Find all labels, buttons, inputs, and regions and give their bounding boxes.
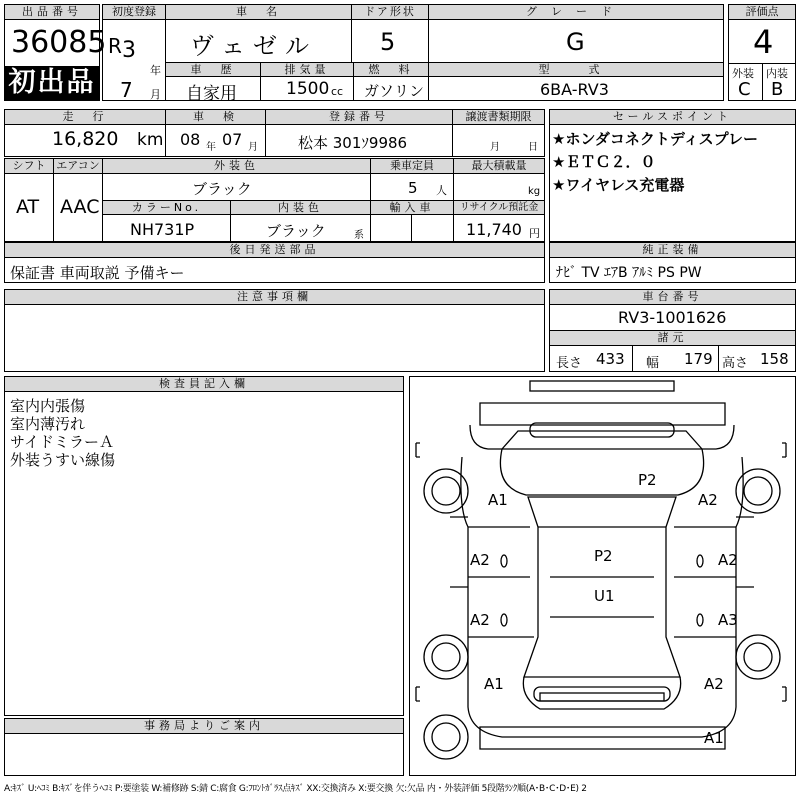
sales-point: ★ワイヤレス充電器 <box>552 176 685 194</box>
score-value: 4 <box>753 23 774 61</box>
door-value: 5 <box>380 28 396 56</box>
year-unit: 年 <box>150 64 161 77</box>
recycle-value: 11,740 <box>466 220 522 239</box>
lot-box <box>4 4 107 101</box>
era: R <box>108 34 122 58</box>
later-parts-label: 後日発送部品 <box>4 242 545 258</box>
inspector-label: 検査員記入欄 <box>4 376 404 392</box>
int-grade: B <box>771 79 784 100</box>
inspect-month-unit: 月 <box>248 142 258 153</box>
ext-grade: C <box>738 79 751 100</box>
width-value: 179 <box>684 350 713 368</box>
sales-point: ★ホンダコネクトディスプレー <box>552 130 759 148</box>
notes-label: 注意事項欄 <box>4 289 545 305</box>
shift-value: AT <box>16 196 40 218</box>
car-name: ヴェゼル <box>190 32 318 60</box>
score-label: 評価点 <box>728 4 796 20</box>
damage-mark: U1 <box>594 587 615 605</box>
grade-value: G <box>566 28 585 56</box>
disp-unit: cc <box>331 85 344 98</box>
damage-mark: A1 <box>488 491 508 509</box>
regno-label: 登録番号 <box>265 109 453 125</box>
shift-label: シフト <box>4 158 54 174</box>
model-label: 型 式 <box>428 62 724 77</box>
score-box <box>728 4 796 101</box>
damage-mark: A3 <box>718 611 738 629</box>
damage-diagram-frame <box>409 376 796 776</box>
grade-label: グレード <box>428 4 724 20</box>
ac-value: AAC <box>60 196 100 218</box>
recycle-unit: 円 <box>529 227 540 240</box>
mileage-label: 走 行 <box>4 109 166 125</box>
recycle-label: リサイクル預託金 <box>453 200 545 215</box>
disp-label: 排気量 <box>260 62 354 77</box>
int-color-label: 内装色 <box>230 200 371 215</box>
inspector-note: 室内薄汚れ <box>10 415 86 433</box>
damage-mark: A2 <box>698 491 718 509</box>
fuel-value: ガソリン <box>364 82 425 100</box>
ac-label: エアコン <box>53 158 103 174</box>
sales-label: セールスポイント <box>549 109 796 125</box>
length-value: 433 <box>596 350 625 368</box>
history-label: 車 歴 <box>165 62 261 77</box>
int-color-unit: 系 <box>354 230 364 241</box>
equipment-label: 純正装備 <box>549 242 796 258</box>
chassis-label: 車台番号 <box>549 289 796 305</box>
load-label: 最大積載量 <box>453 158 545 174</box>
reg-month: 7 <box>120 78 133 102</box>
first-listing-badge: 初出品 <box>5 66 99 100</box>
reg-year: 3 <box>122 38 136 63</box>
model-value: 6BA-RV3 <box>540 80 609 99</box>
inspect-year-unit: 年 <box>206 142 216 153</box>
inspector-note: 外装うすい線傷 <box>10 451 116 469</box>
height-label: 高さ <box>722 356 749 371</box>
damage-mark: P2 <box>638 471 657 489</box>
lot-label: 出品番号 <box>4 4 100 20</box>
inspect-month: 07 <box>222 130 243 149</box>
import-label: 輸入車 <box>370 200 454 215</box>
load-unit: kg <box>528 186 541 197</box>
damage-mark: A2 <box>470 611 490 629</box>
damage-mark: P2 <box>594 547 613 565</box>
color-no-label: カラーNo. <box>102 200 231 215</box>
disp-value: 1500 <box>286 79 330 99</box>
length-label: 長さ <box>556 356 583 371</box>
cap-label: 乗車定員 <box>370 158 454 174</box>
damage-mark: A1 <box>484 675 504 693</box>
dims-label: 諸元 <box>549 330 796 346</box>
door-label: ドア形状 <box>351 4 429 20</box>
transfer-day-unit: 日 <box>528 142 538 153</box>
color-no-value: NH731P <box>130 220 195 239</box>
sales-point: ★ＥＴＣ２．０ <box>552 153 656 171</box>
ext-color-label: 外装色 <box>102 158 371 174</box>
width-label: 幅 <box>646 356 660 371</box>
height-value: 158 <box>760 350 789 368</box>
mileage-unit: km <box>137 130 164 150</box>
cap-value: 5 <box>408 179 418 197</box>
car-damage-diagram <box>410 377 795 775</box>
legend-text: A:ｷｽﾞ U:ﾍｺﾐ B:ｷｽﾞを伴うﾍｺﾐ P:要塗装 W:補修跡 S:錆 C:腐食 G:ﾌﾛﾝﾄｶﾞﾗｽ点ｷｽﾞ XX:交換済み X:要交換 欠:欠品 内・外装評価 5段階ﾗﾝｸ順(A･B･C･D･E) 2 <box>4 784 587 794</box>
ext-label: 外装 <box>732 67 754 80</box>
office-label: 事務局よりご案内 <box>4 718 404 734</box>
damage-mark: A2 <box>718 551 738 569</box>
lot-number: 36085 <box>11 25 107 60</box>
chassis-value: RV3-1001626 <box>618 308 727 327</box>
fuel-label: 燃 料 <box>353 62 429 77</box>
regno-value: 松本 301ｿ9986 <box>298 134 408 152</box>
cap-unit: 人 <box>436 184 447 197</box>
later-parts-value: 保証書 車両取説 予備キー <box>10 264 185 282</box>
ext-color-value: ブラック <box>192 180 252 198</box>
mileage-value: 16,820 <box>52 128 119 150</box>
equipment-value: ﾅﾋﾞ TV ｴｱB ｱﾙﾐ PS PW <box>556 265 702 281</box>
damage-mark: A2 <box>470 551 490 569</box>
inspect-label: 車 検 <box>165 109 266 125</box>
month-unit: 月 <box>150 88 161 101</box>
reg-label: 初度登録 <box>102 4 166 20</box>
damage-mark: A2 <box>704 675 724 693</box>
int-color-value: ブラック <box>266 222 326 240</box>
int-label: 内装 <box>766 67 788 80</box>
transfer-label: 譲渡書類期限 <box>452 109 545 125</box>
transfer-month-unit: 月 <box>490 142 500 153</box>
inspect-year: 08 <box>180 130 201 149</box>
inspector-note: サイドミラーＡ <box>10 433 114 451</box>
inspector-note: 室内内張傷 <box>10 397 86 415</box>
damage-mark: A1 <box>704 729 724 747</box>
history-value: 自家用 <box>186 84 237 104</box>
car-name-label: 車 名 <box>165 4 352 20</box>
